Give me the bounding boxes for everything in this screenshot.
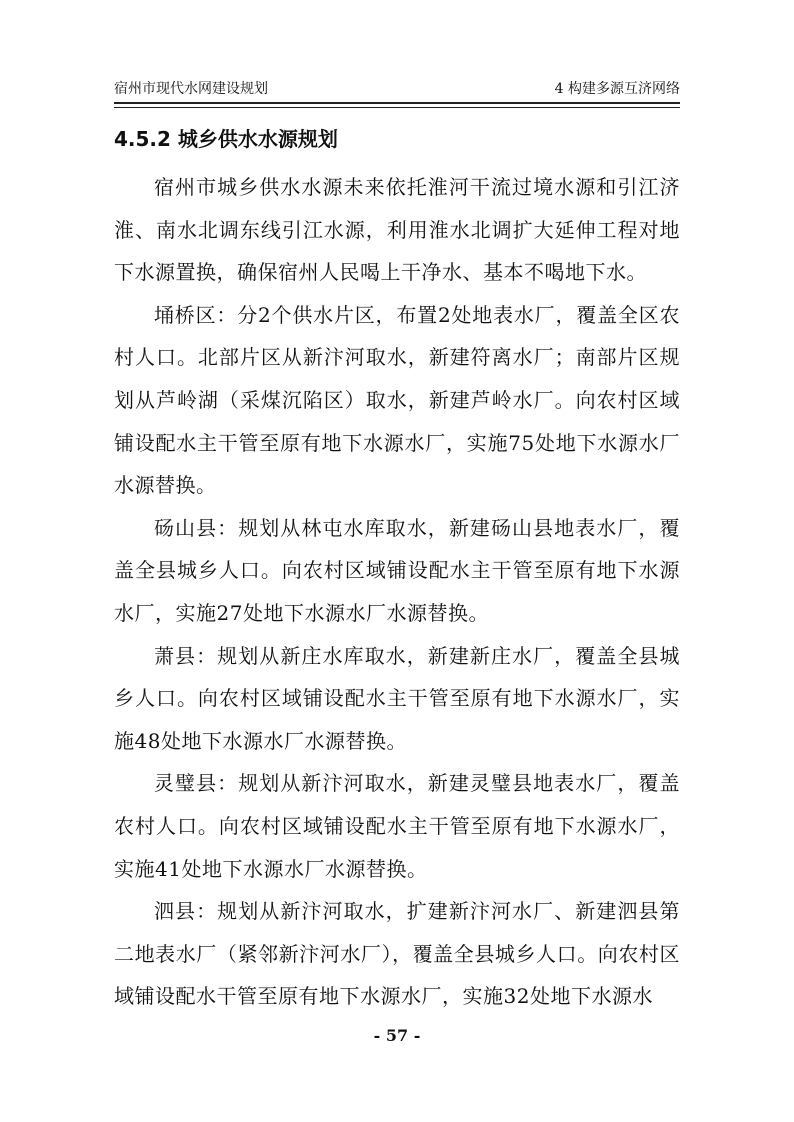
paragraph-sixian: 泗县：规划从新汴河取水，扩建新汴河水厂、新建泗县第二地表水厂（紧邻新汴河水厂），覆盖全县城乡人口。向农村区域铺设配水干管至原有地下水源水厂，实施32处地下水源水 xyxy=(114,899,680,1009)
header-document-title: 宿州市现代水网建设规划 xyxy=(114,81,268,97)
paragraph-lingbi: 灵璧县：规划从新汴河取水，新建灵璧县地表水厂，覆盖农村人口。向农村区域铺设配水主干管至原有地下水源水厂，实施41处地下水源水厂水源替换。 xyxy=(114,771,680,881)
paragraph-intro: 宿州市城乡供水水源未来依托淮河干流过境水源和引江济淮、南水北调东线引江水源，利用淮水北调扩大延伸工程对地下水源置换，确保宿州人民喝上干净水、基本不喝地下水。 xyxy=(114,175,680,285)
paragraph-yongqiao: 埇桥区：分2个供水片区，布置2处地表水厂，覆盖全区农村人口。北部片区从新汴河取水，新建符离水厂；南部片区规划从芦岭湖（采煤沉陷区）取水，新建芦岭水厂。向农村区域铺设配水主干管至原有地下水源水厂，实施75处地下水源水厂水源替换。 xyxy=(114,302,680,498)
page-number: - 57 - xyxy=(373,1026,421,1045)
section-heading: 4.5.2 城乡供水水源规划 xyxy=(114,127,338,151)
running-header xyxy=(114,80,680,104)
paragraph-xiaoxian: 萧县：规划从新庄水库取水，新建新庄水厂，覆盖全县城乡人口。向农村区域铺设配水主干管至原有地下水源水厂，实施48处地下水源水厂水源替换。 xyxy=(114,643,680,753)
body-text xyxy=(114,166,680,1018)
paragraph-dangshan: 砀山县：规划从林屯水库取水，新建砀山县地表水厂，覆盖全县城乡人口。向农村区域铺设配水主干管至原有地下水源水厂，实施27处地下水源水厂水源替换。 xyxy=(114,515,680,625)
header-chapter-title: 4 构建多源互济网络 xyxy=(554,81,680,97)
